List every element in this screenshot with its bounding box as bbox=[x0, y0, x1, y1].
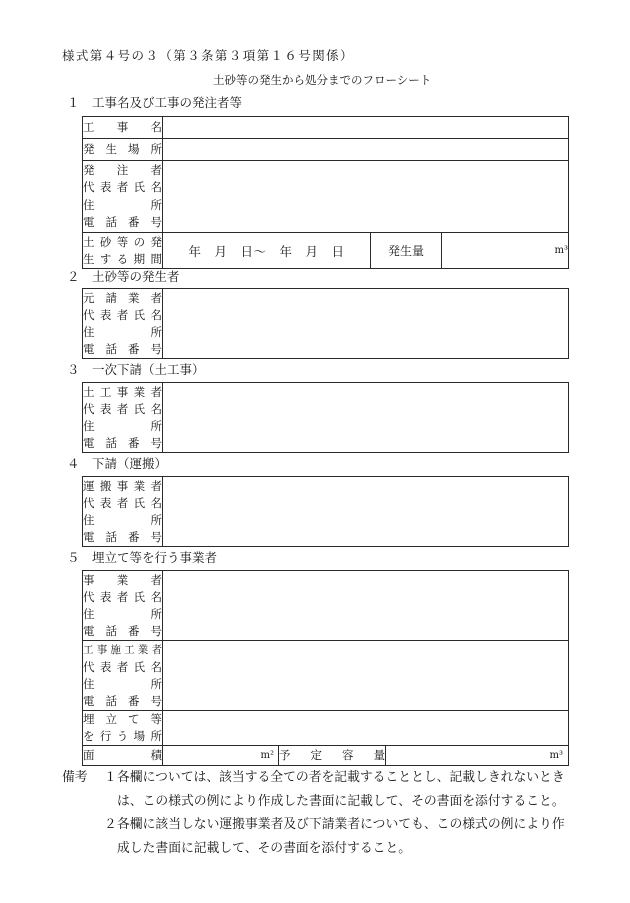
capacity-label-cell bbox=[279, 746, 386, 766]
generation-site-row bbox=[83, 139, 569, 161]
section-2-table bbox=[82, 288, 569, 359]
label-cell bbox=[83, 161, 163, 233]
section-number: ４ bbox=[67, 456, 80, 471]
section-number: １ bbox=[67, 95, 80, 110]
remark-line bbox=[62, 790, 565, 814]
field-label: 住 所 bbox=[83, 512, 162, 527]
landfill-site-field bbox=[163, 711, 569, 746]
generation-volume-field bbox=[442, 233, 569, 269]
field-label: 電 話 番 号 bbox=[83, 435, 162, 450]
section-5-heading bbox=[62, 549, 217, 567]
remark-line bbox=[62, 813, 565, 837]
field-label: 土工事業者 bbox=[83, 384, 162, 399]
field-label: 電 話 番 号 bbox=[83, 215, 162, 229]
label-cell bbox=[83, 383, 163, 453]
label-cell bbox=[83, 117, 163, 139]
generation-site-field bbox=[163, 139, 569, 161]
label-cell bbox=[83, 233, 163, 269]
construction-contractor-row bbox=[83, 641, 569, 711]
field-label: 電 話 番 号 bbox=[83, 693, 162, 708]
document-title: 土砂等の発生から処分までのフローシート bbox=[213, 73, 432, 87]
remark-text: は、この様式の例により作成した書面に記載して、その書面を添付すること。 bbox=[117, 793, 565, 809]
section-number: ３ bbox=[67, 362, 80, 377]
field-label: 発 生 場 所 bbox=[83, 142, 162, 156]
landfill-operator-row bbox=[83, 571, 569, 641]
field-label: 代表者氏名 bbox=[83, 180, 162, 194]
section-2-heading bbox=[62, 268, 180, 286]
orderer-row bbox=[83, 161, 569, 233]
area-unit: m² bbox=[260, 750, 274, 761]
prime-contractor-field bbox=[163, 289, 569, 359]
field-label: 住 所 bbox=[83, 418, 162, 433]
remarks-heading: 備考 bbox=[62, 770, 88, 785]
remark-line bbox=[62, 837, 565, 861]
transport-subcontractor-row bbox=[83, 477, 569, 547]
field-label: 運搬事業者 bbox=[83, 478, 162, 493]
section-4-heading bbox=[62, 455, 167, 473]
section-number: ２ bbox=[67, 269, 80, 284]
section-1-table bbox=[82, 116, 569, 269]
label-cell bbox=[83, 711, 163, 746]
field-label: 電 話 番 号 bbox=[83, 341, 162, 356]
remark-number: １ bbox=[104, 770, 117, 785]
field-label: 代表者氏名 bbox=[83, 307, 162, 322]
label-cell bbox=[83, 571, 163, 641]
form-code: 様式第４号の３（第３条第３項第１６号関係） bbox=[62, 48, 354, 63]
section-number: ５ bbox=[67, 550, 80, 565]
generation-period-row bbox=[83, 233, 569, 269]
remarks bbox=[62, 766, 565, 860]
remark-text: 各欄については、該当する全ての者を記載することとし、記載しきれないとき bbox=[117, 770, 565, 785]
construction-name-field bbox=[163, 117, 569, 139]
section-title: 埋立て等を行う事業者 bbox=[92, 550, 218, 565]
field-label: 電 話 番 号 bbox=[83, 623, 162, 638]
section-title: 土砂等の発生者 bbox=[92, 269, 180, 284]
field-label: 住 所 bbox=[83, 606, 162, 621]
construction-contractor-field bbox=[163, 641, 569, 711]
label-cell bbox=[83, 746, 163, 766]
section-3-heading bbox=[62, 361, 205, 379]
field-label: 面 積 bbox=[83, 748, 162, 762]
section-title: 下請（運搬） bbox=[92, 456, 168, 471]
field-label: 元 請 業 者 bbox=[83, 290, 162, 305]
remark-text: 成した書面に記載して、その書面を添付すること。 bbox=[117, 840, 412, 856]
field-label: 生する期間 bbox=[83, 251, 162, 266]
generation-period-dates: 年 月 日〜 年 月 日 bbox=[163, 233, 371, 269]
field-label: 代表者氏名 bbox=[83, 659, 162, 674]
label-cell bbox=[83, 139, 163, 161]
capacity-label: 予 定 容 量 bbox=[279, 748, 385, 762]
construction-name-row bbox=[83, 117, 569, 139]
field-label: 代表者氏名 bbox=[83, 589, 162, 604]
capacity-unit: m³ bbox=[549, 750, 564, 761]
generation-volume-label: 発生量 bbox=[371, 233, 442, 269]
area-field bbox=[163, 746, 279, 766]
label-cell bbox=[83, 289, 163, 359]
section-3-table bbox=[82, 382, 569, 453]
field-label: を行う場所 bbox=[83, 729, 162, 743]
section-5-table bbox=[82, 570, 569, 766]
transport-subcontractor-field bbox=[163, 477, 569, 547]
field-label: 住 所 bbox=[83, 197, 162, 212]
field-label: 工 事 名 bbox=[83, 120, 162, 134]
area-capacity-row bbox=[83, 746, 569, 766]
label-cell bbox=[83, 477, 163, 547]
field-label: 埋 立 て 等 bbox=[83, 712, 162, 726]
field-label: 代表者氏名 bbox=[83, 495, 162, 510]
remark-line bbox=[62, 766, 565, 790]
section-title: 工事名及び工事の発注者等 bbox=[92, 95, 243, 110]
field-label: 電 話 番 号 bbox=[83, 529, 162, 544]
field-label: 事 業 者 bbox=[83, 572, 162, 587]
earthwork-subcontractor-field bbox=[163, 383, 569, 453]
remark-text: 各欄に該当しない運搬事業者及び下請業者についても、この様式の例により作 bbox=[117, 817, 565, 832]
prime-contractor-row bbox=[83, 289, 569, 359]
field-label: 工事施工業者 bbox=[83, 643, 162, 656]
landfill-site-row bbox=[83, 711, 569, 746]
landfill-operator-field bbox=[163, 571, 569, 641]
label-cell bbox=[83, 641, 163, 711]
volume-unit: m³ bbox=[554, 245, 569, 256]
field-label: 代表者氏名 bbox=[83, 401, 162, 416]
orderer-info-field bbox=[163, 161, 569, 233]
section-4-table bbox=[82, 476, 569, 547]
field-label: 住 所 bbox=[83, 324, 162, 339]
field-label: 住 所 bbox=[83, 676, 162, 691]
remark-number: ２ bbox=[104, 817, 117, 832]
field-label: 土砂等の発 bbox=[83, 234, 162, 249]
section-1-heading bbox=[62, 94, 242, 112]
field-label: 発 注 者 bbox=[83, 162, 162, 177]
section-title: 一次下請（土工事） bbox=[92, 362, 205, 377]
capacity-field bbox=[386, 746, 569, 766]
earthwork-subcontractor-row bbox=[83, 383, 569, 453]
